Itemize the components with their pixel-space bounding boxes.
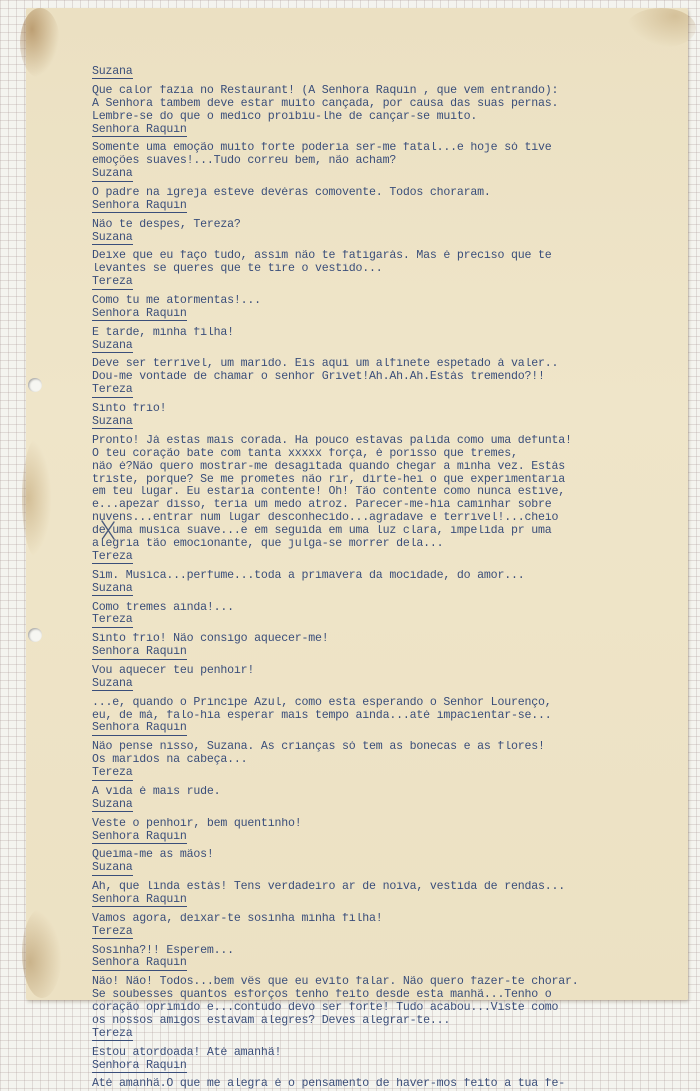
speaker-heading: Suzana — [92, 677, 133, 690]
dialogue-line: não é?Não quero mostrar-me desagitada quando chegar a minha vez. Estás — [92, 460, 566, 473]
dialogue-line: Sinto frio! Não consigo aquecer-me! — [92, 633, 329, 646]
foxing-stain — [20, 8, 60, 78]
speaker-heading: Senhora Raquin — [92, 199, 187, 212]
dialogue-line: ...e, quando o Principe Azul, como esta esperando o Senhor Lourenço, — [92, 696, 552, 709]
speaker-heading: Tereza — [92, 276, 133, 289]
dialogue-line: A Senhora tambem deve estar muito cançada, por causa das suas pernas. — [92, 97, 559, 110]
speaker-heading: Senhora Raquin — [92, 123, 187, 136]
dialogue-line: Vou aquecer teu penhoir! — [92, 664, 255, 677]
speaker-heading: Tereza — [92, 614, 133, 627]
speaker-heading: Senhora Raquin — [92, 893, 187, 906]
dialogue-line: Os maridos na cabeça... — [92, 754, 248, 767]
dialogue-line: Somente uma emoção muito forte poderia ser-me fatal...e hoje só tive — [92, 142, 552, 155]
dialogue-line: levantes se queres que te tire o vestido... — [92, 263, 383, 276]
binder-hole — [28, 628, 42, 642]
speaker-heading: Suzana — [92, 168, 133, 181]
dialogue-line: os nossos amigos estavam alegres? Deves alegrar-te... — [92, 1014, 451, 1027]
dialogue-line: E tarde, minha filha! — [92, 326, 234, 339]
speaker-heading: Senhora Raquin — [92, 1059, 187, 1072]
speaker-heading: Tereza — [92, 1027, 133, 1040]
dialogue-line: O teu coração bate com tanta xxxxx força, é porisso que tremes, — [92, 447, 518, 460]
speaker-heading: Senhora Raquin — [92, 722, 187, 735]
dialogue-line: Veste o penhoir, bem quentinho! — [92, 817, 302, 830]
dialogue-line: O padre na igreja esteve devéras comovente. Todos choraram. — [92, 186, 491, 199]
dialogue-line: Se soubesses quantos esforços tenho feito desde esta manhã...Tenho o — [92, 989, 552, 1002]
speaker-heading: Suzana — [92, 66, 133, 78]
speaker-heading: Suzana — [92, 798, 133, 811]
dialogue-line: A vida é mais rude. — [92, 785, 221, 798]
dialogue-line: Sim. Musica...perfume...toda a primavera da mocidade, do amor... — [92, 569, 525, 582]
dialogue-line: nuvens...entrar num lugar desconhecido...agradave e terrivel!...cheio — [92, 512, 559, 525]
dialogue-line: Deixe que eu faço tudo, assim não te fatigarás. Mas é preciso que te — [92, 250, 552, 263]
dialogue-line: eu, de má, falo-hia esperar mais tempo ainda...até impacientar-se... — [92, 709, 552, 722]
speaker-heading: Senhora Raquin — [92, 830, 187, 843]
speaker-heading: Suzana — [92, 862, 133, 875]
dialogue-line: Pronto! Já estas mais corada. Ha pouco estavas palida como uma defunta! — [92, 434, 572, 447]
foxing-stain — [22, 908, 62, 998]
dialogue-line: triste, porque? Se me prometes não rir, dirte-hei o que experimentaria — [92, 473, 566, 486]
dialogue-line: alegria tão emocionante, que julga-se morrer dela... — [92, 538, 444, 551]
speaker-heading: Tereza — [92, 925, 133, 938]
speaker-heading: Senhora Raquin — [92, 646, 187, 659]
speaker-heading: Suzana — [92, 339, 133, 352]
foxing-stain — [626, 8, 696, 48]
dialogue-line: Queima-me as mãos! — [92, 849, 214, 862]
speaker-heading: Senhora Raquin — [92, 957, 187, 970]
dialogue-line: Sinto frio! — [92, 403, 167, 416]
dialogue-line: Não! Não! Todos...bem vês que eu evito falar. Não quero fazer-te chorar. — [92, 976, 579, 989]
dialogue-line: Não te despes, Tereza? — [92, 218, 241, 231]
dialogue-line: Como tu me atormentas!... — [92, 295, 261, 308]
dialogue-line: coração oprimido e...contudo devo ser forte! Tudo acabou...Viste como — [92, 1002, 559, 1015]
dialogue-line: Que calor fazia no Restaurant! (A Senhora Raquin , que vem entrando): — [92, 84, 559, 97]
dialogue-line: Até amanhã.O que me alegra é o pensamento de haver-mos feito a tua fe- — [92, 1078, 566, 1091]
dialogue-line: Sosinha?!! Esperem... — [92, 944, 234, 957]
dialogue-line: Vamos agora, deixar-te sosinha minha filha! — [92, 912, 383, 925]
dialogue-line: de uma musica suave...e em seguida em uma luz clara, impelida pr uma — [92, 525, 552, 538]
binder-hole — [28, 378, 42, 392]
speaker-heading: Suzana — [92, 231, 133, 244]
speaker-heading: Tereza — [92, 550, 133, 563]
dialogue-line: Dou-me vontade de chamar o senhor Grivet!Ah.Ah.Ah.Estás tremendo?!! — [92, 371, 545, 384]
dialogue-line: Como tremes ainda!... — [92, 601, 234, 614]
dialogue-line: Estou atordoada! Até amanhã! — [92, 1046, 282, 1059]
dialogue-line: em teu lugar. Eu estaria contente! Oh! Tão contente como nunca estive, — [92, 486, 566, 499]
speaker-heading: Senhora Raquin — [92, 307, 187, 320]
dialogue-line: Ah, que linda estás! Tens verdadeiro ar de noiva, vestida de rendas... — [92, 881, 566, 894]
speaker-heading: Tereza — [92, 384, 133, 397]
dialogue-line: Deve ser terrivel, um marido. Eis aqui um alfinete espetado á valer.. — [92, 358, 559, 371]
speaker-heading: Tereza — [92, 767, 133, 780]
play-script — [92, 66, 667, 1091]
dialogue-line: Lembre-se do que o medico proibiu-lhe de cançar-se muito. — [92, 110, 478, 123]
dialogue-line: emoções suaves!...Tudo correu bem, não acham? — [92, 155, 397, 168]
dialogue-line: e...apezar disso, teria um medo atroz. Parecer-me-hia caminhar sobre — [92, 499, 552, 512]
dialogue-line: Não pense nisso, Suzana. As crianças só tem as bonecas e as flores! — [92, 741, 545, 754]
speaker-heading: Suzana — [92, 582, 133, 595]
speaker-heading: Suzana — [92, 416, 133, 428]
foxing-stain — [22, 438, 52, 558]
